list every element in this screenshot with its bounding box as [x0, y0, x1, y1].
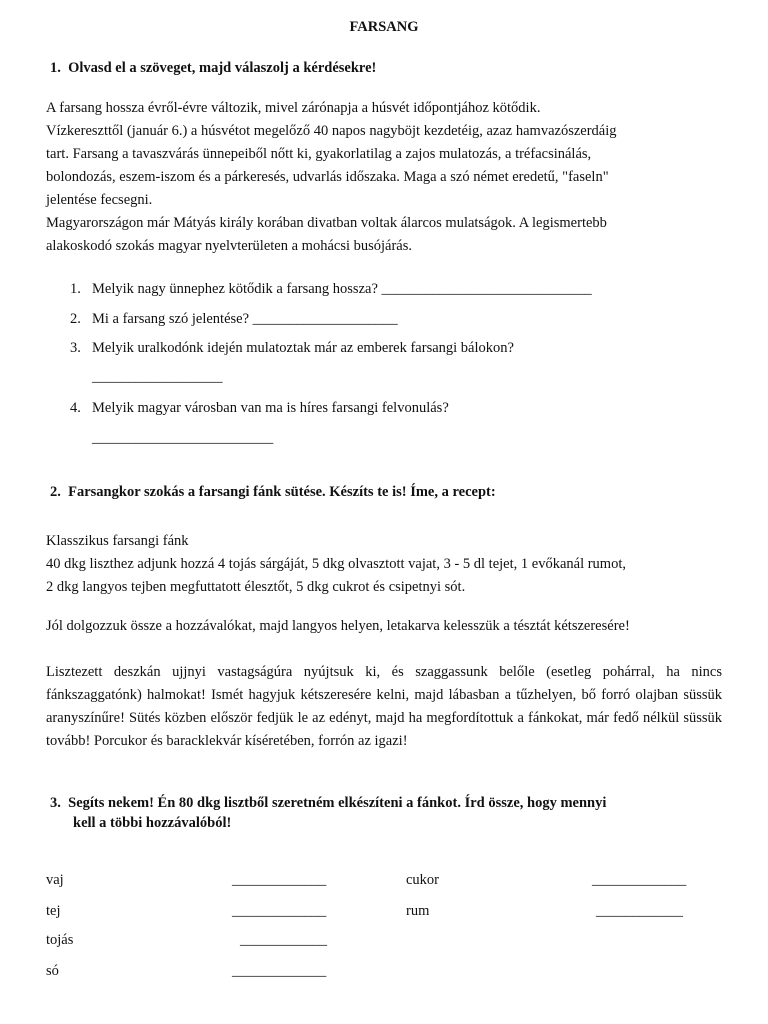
question-4 — [70, 400, 449, 417]
ingredient-label: tej — [46, 903, 61, 919]
question-3 — [70, 340, 514, 357]
text-line: tart. Farsang a tavaszvárás ünnepeiből nőtt ki, gyakorlatilag a zajos mulatozás, a tréfacsinálás, — [46, 146, 592, 162]
method-paragraph: Jól dolgozzuk össze a hozzávalókat, majd langyos helyen, letakarva kelesszük a tésztát kétszeresére! — [46, 618, 630, 634]
question-number: 2. — [70, 311, 81, 327]
ingredient-label: vaj — [46, 872, 64, 888]
question-number: 4. — [70, 400, 81, 416]
text-line: bolondozás, eszem-iszom és a párkeresés, udvarlás időszaka. Maga a szó német eredetű, "faseln" — [46, 169, 609, 185]
ingredient-label: tojás — [46, 932, 74, 948]
question-2 — [70, 311, 398, 328]
method-paragraph: Lisztezett deszkán ujjnyi vastagságúra nyújtsuk ki, és szaggassunk belőle (esetleg pohárral, ha nincs fánkszaggatónk) halmokat! Ismét hagyjuk kétszeresére kelni, majd lábasban a tűzhelyen, bő forró olajban süssük aranyszínűre! Sütés közben először fedjük le az edényt, majd ha megfordítottuk a fánkokat, már fedő nélkül süssük tovább! Porcukor és baracklekvár kíséretében, forrón az igazi! — [46, 664, 722, 749]
ingredient-blank[interactable]: ____________ — [596, 903, 683, 919]
page-title: FARSANG — [349, 19, 419, 35]
answer-blank[interactable]: _________________________ — [92, 430, 274, 446]
section2-heading: 2. Farsangkor szokás a farsangi fánk sütése. Készíts te is! Íme, a recept: — [50, 484, 496, 500]
section3-heading: 3. Segíts nekem! Én 80 dkg lisztből szeretném elkészíteni a fánkot. Írd össze, hogy mennyi — [50, 795, 607, 811]
ingredient-blank[interactable]: ____________ — [240, 932, 327, 948]
question-number: 1. — [70, 281, 81, 297]
section1-heading: 1. Olvasd el a szöveget, majd válaszolj a kérdésekre! — [50, 60, 377, 76]
ingredients-line: 40 dkg liszthez adjunk hozzá 4 tojás sárgáját, 5 dkg olvasztott vajat, 3 - 5 dl tejet, 1 evőkanál rumot, — [46, 556, 626, 572]
question-1 — [70, 281, 592, 298]
section3-heading-cont: kell a többi hozzávalóból! — [73, 815, 232, 831]
answer-blank[interactable]: __________________ — [92, 369, 223, 385]
ingredient-label: cukor — [406, 872, 440, 888]
question-number: 3. — [70, 340, 81, 356]
question-text: Melyik magyar városban van ma is híres farsangi felvonulás? — [92, 400, 449, 416]
ingredient-label: só — [46, 963, 59, 979]
section1-text — [46, 97, 722, 258]
recipe — [46, 530, 722, 599]
question-text: Mi a farsang szó jelentése? ____________________ — [92, 311, 398, 327]
ingredient-blank[interactable]: _____________ — [232, 872, 327, 888]
question-text: Melyik nagy ünnephez kötődik a farsang hossza? _____________________________ — [92, 281, 592, 297]
ingredients-line: 2 dkg langyos tejben megfuttatott élesztőt, 5 dkg cukrot és csipetnyi sót. — [46, 579, 466, 595]
ingredient-blank[interactable]: _____________ — [592, 872, 687, 888]
ingredient-blank[interactable]: _____________ — [232, 903, 327, 919]
text-line: Vízkereszttől (január 6.) a húsvétot megelőző 40 napos nagyböjt kezdetéig, azaz hamvazószerdáig — [46, 123, 617, 139]
ingredient-label: rum — [406, 903, 430, 919]
recipe-title: Klasszikus farsangi fánk — [46, 533, 189, 549]
text-line: A farsang hossza évről-évre változik, mivel zárónapja a húsvét időpontjához kötődik. — [46, 100, 541, 116]
text-line: alakoskodó szokás magyar nyelvterületen a mohácsi busójárás. — [46, 238, 413, 254]
ingredient-blank[interactable]: _____________ — [232, 963, 327, 979]
question-text: Melyik uralkodónk idején mulatoztak már az emberek farsangi bálokon? — [92, 340, 514, 356]
text-line: Magyarországon már Mátyás király korában divatban voltak álarcos mulatságok. A legismertebb — [46, 215, 607, 231]
text-line: jelentése fecsegni. — [46, 192, 153, 208]
